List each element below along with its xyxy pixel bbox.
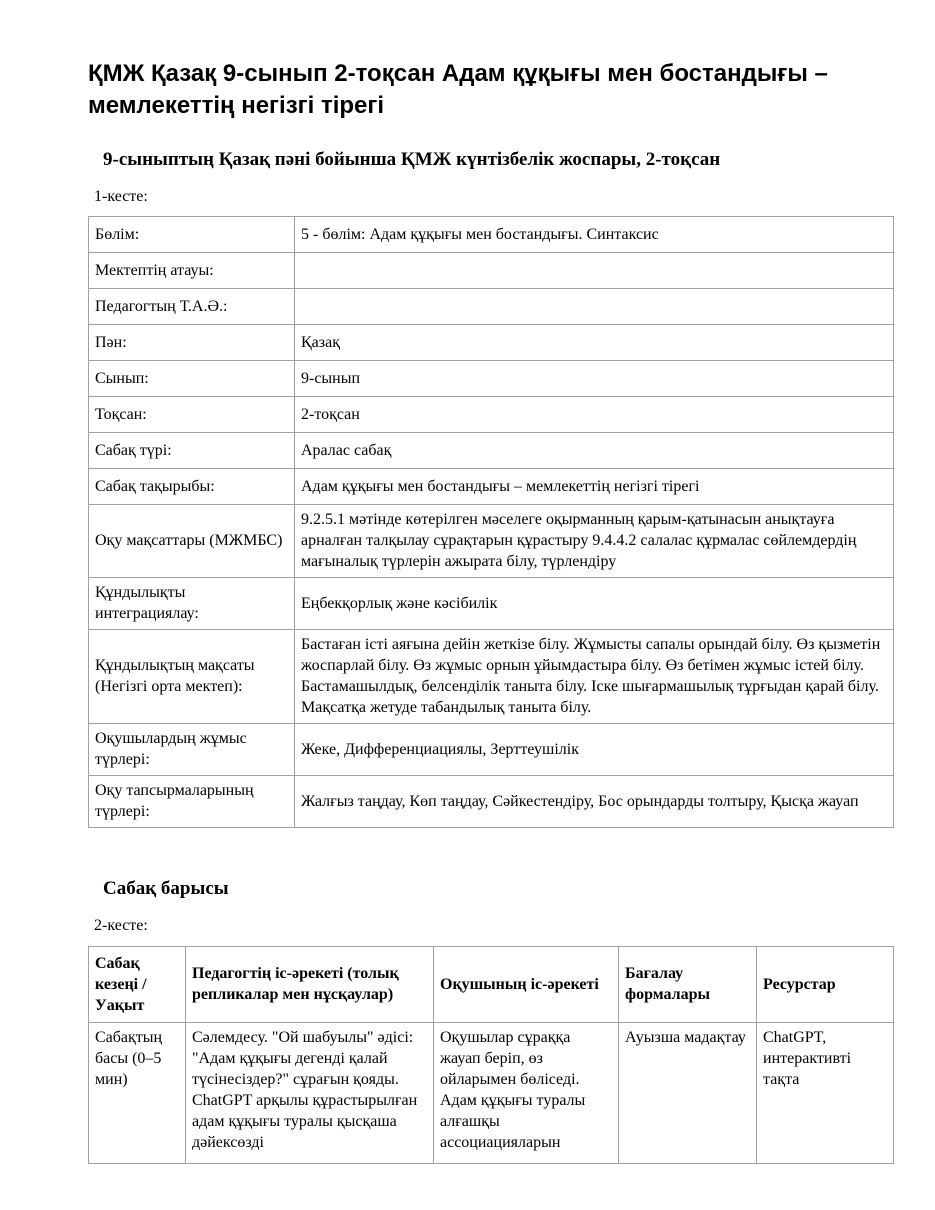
- stage-cell: [89, 1023, 186, 1164]
- table-header-row: [89, 947, 894, 1023]
- info-label: Оқу мақсаттары (МЖМБС): [89, 505, 295, 578]
- info-value: Қазақ: [295, 325, 894, 361]
- info-value: Жеке, Дифференциациялы, Зерттеушілік: [295, 724, 894, 776]
- info-label: Тоқсан:: [89, 397, 295, 433]
- info-label: Оқу тапсырмаларының түрлері:: [89, 776, 295, 828]
- column-header-resources: Ресурстар: [757, 947, 894, 1023]
- info-label: Сынып:: [89, 361, 295, 397]
- column-header-stage: Сабақ кезеңі / Уақыт: [89, 947, 186, 1023]
- table-row: [89, 217, 894, 253]
- info-label: Оқушылардың жұмыс түрлері:: [89, 724, 295, 776]
- table-row: [89, 253, 894, 289]
- info-value: Еңбекқорлық және кәсібилік: [295, 578, 894, 630]
- info-value: 9.2.5.1 мәтінде көтерілген мәселеге оқырманның қарым-қатынасын анықтауға арналған талқылау сұрақтарын құрастыру 9.4.4.2 салалас құрмалас сөйлемдердің мағыналық түрлерін ажырата білу, түрлендіру: [295, 505, 894, 578]
- info-value: 2-тоқсан: [295, 397, 894, 433]
- assessment-cell: [619, 1023, 757, 1164]
- table-row: [89, 397, 894, 433]
- table-row: [89, 776, 894, 828]
- table-row: [89, 325, 894, 361]
- teacher-activity-cell: [186, 1023, 434, 1164]
- table1-caption: 1-кесте:: [94, 188, 148, 205]
- table-row: [89, 469, 894, 505]
- info-value: Бастаған істі аяғына дейін жеткізе білу. Жұмысты сапалы орындай білу. Өз қызметін жоспарлай білу. Өз жұмыс орнын ұйымдастыра білу. Өз бетімен жұмыс істей білу. Бастамашылдық, белсенділік таныта білу. Іске шығармашылық тұрғыдан қарай білу. Мақсатқа жетуде табандылық таныта білу.: [295, 630, 894, 724]
- student-activity-text: Оқушылар сұраққа жауап беріп, өз ойларымен бөліседі. Адам құқығы туралы алғашқы ассоциацияларын: [440, 1029, 586, 1151]
- info-value: [295, 289, 894, 325]
- info-label: Құндылықты интеграциялау:: [89, 578, 295, 630]
- table-row: [89, 1023, 894, 1164]
- info-label: Құндылықтың мақсаты (Негізгі орта мектеп):: [89, 630, 295, 724]
- teacher-activity-text: Сәлемдесу. "Ой шабуылы" әдісі: "Адам құқығы дегенді қалай түсінесіздер?" сұрағын қояды. ChatGPT арқылы құрастырылған адам құқығы туралы қысқаша дәйексөзді: [192, 1029, 418, 1151]
- table-row: [89, 505, 894, 578]
- info-value: Адам құқығы мен бостандығы – мемлекеттің негізгі тірегі: [295, 469, 894, 505]
- document-title: ҚМЖ Қазақ 9-сынып 2-тоқсан Адам құқығы мен бостандығы – мемлекеттің негізгі тірегі: [88, 60, 828, 119]
- info-value: Жалғыз таңдау, Көп таңдау, Сәйкестендіру, Бос орындарды толтыру, Қысқа жауап: [295, 776, 894, 828]
- table-row: [89, 433, 894, 469]
- lesson-flow-table: [88, 946, 894, 1164]
- info-label: Сабақ тақырыбы:: [89, 469, 295, 505]
- info-label: Педагогтың Т.А.Ә.:: [89, 289, 295, 325]
- info-value: 9-сынып: [295, 361, 894, 397]
- student-activity-cell: [434, 1023, 619, 1164]
- resources-cell: [757, 1023, 894, 1164]
- column-header-assessment: Бағалау формалары: [619, 947, 757, 1023]
- info-label: Пән:: [89, 325, 295, 361]
- table-row: [89, 361, 894, 397]
- plan-heading: 9-сыныптың Қазақ пәні бойынша ҚМЖ күнтізбелік жоспары, 2-тоқсан: [103, 149, 721, 170]
- table-row: [89, 578, 894, 630]
- column-header-teacher: Педагогтің іс-әрекеті (толық репликалар мен нұсқаулар): [186, 947, 434, 1023]
- lesson-heading: Сабақ барысы: [103, 878, 229, 899]
- assessment-text: Ауызша мадақтау: [625, 1029, 746, 1046]
- table-row: [89, 724, 894, 776]
- lesson-info-table: [88, 216, 894, 828]
- info-label: Мектептің атауы:: [89, 253, 295, 289]
- info-value: 5 - бөлім: Адам құқығы мен бостандығы. Синтаксис: [295, 217, 894, 253]
- info-value: Аралас сабақ: [295, 433, 894, 469]
- stage-text: Сабақтың басы (0–5 мин): [95, 1029, 163, 1088]
- info-label: Сабақ түрі:: [89, 433, 295, 469]
- table-row: [89, 289, 894, 325]
- column-header-student: Оқушының іс-әрекеті: [434, 947, 619, 1023]
- resources-text: ChatGPT, интерактивті тақта: [763, 1029, 852, 1088]
- table2-caption: 2-кесте:: [94, 917, 148, 934]
- info-value: [295, 253, 894, 289]
- table-row: [89, 630, 894, 724]
- info-label: Бөлім:: [89, 217, 295, 253]
